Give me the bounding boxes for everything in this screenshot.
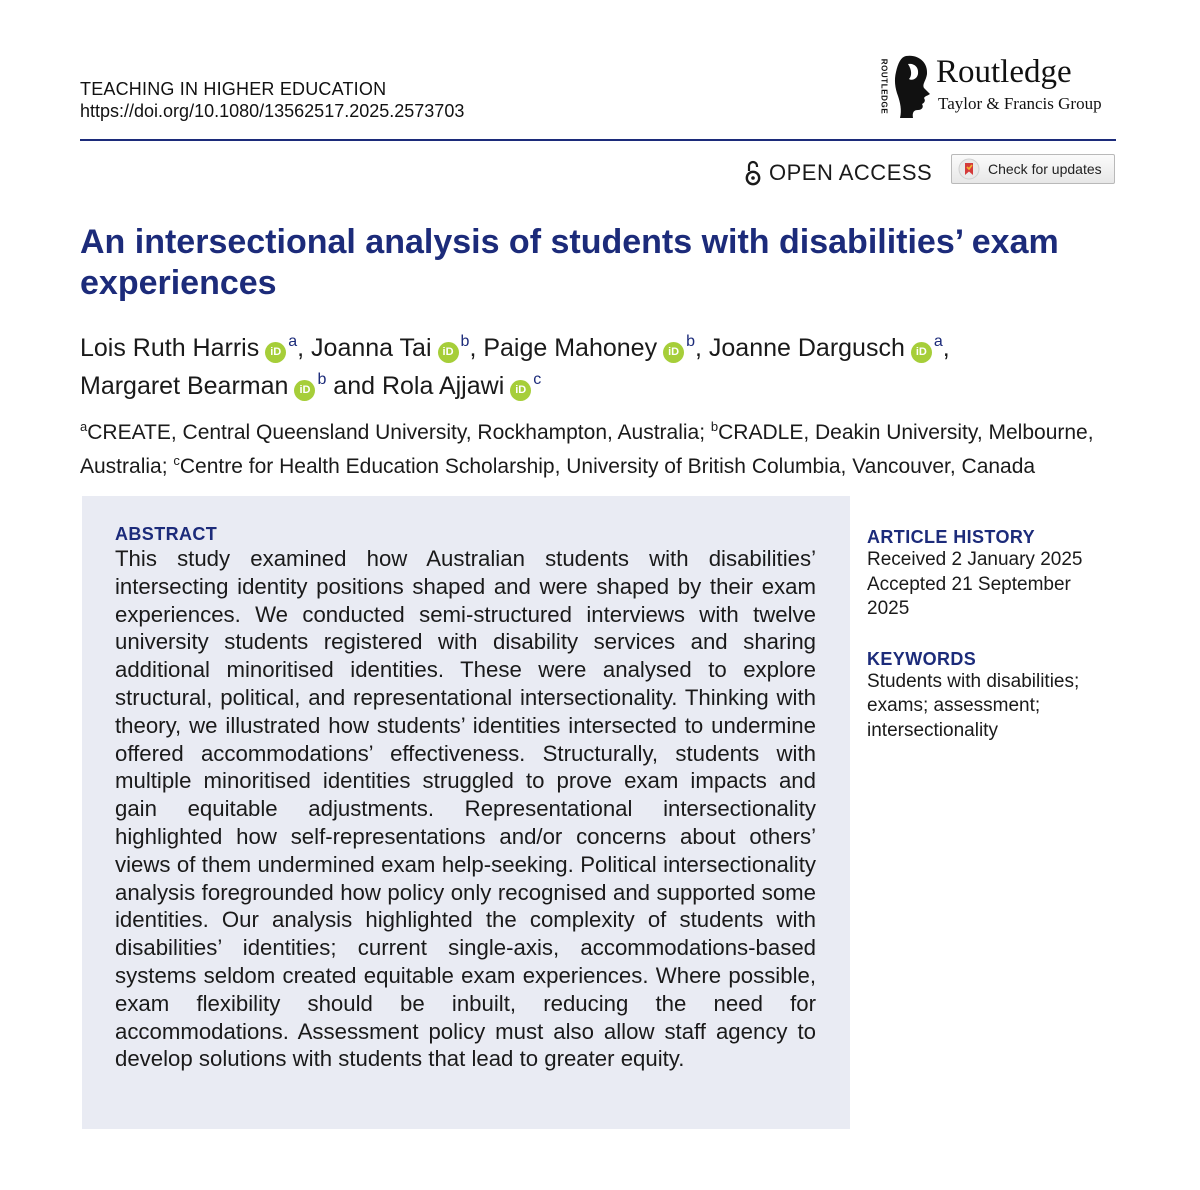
keywords-text: Students with disabilities; exams; assessment; intersectionality	[867, 670, 1080, 741]
keywords-block	[867, 648, 1107, 744]
publisher-group: Taylor & Francis Group	[938, 94, 1102, 113]
affiliation-marker: c	[533, 371, 542, 388]
open-access-label: OPEN ACCESS	[769, 160, 933, 185]
abstract-heading: ABSTRACT	[115, 524, 218, 544]
check-for-updates-label: Check for updates	[988, 161, 1102, 177]
article-history-heading: ARTICLE HISTORY	[867, 527, 1036, 547]
orcid-icon[interactable]: iD	[911, 342, 932, 363]
affiliation-mark: c	[173, 453, 180, 468]
crossmark-icon	[958, 158, 980, 180]
affiliation-mark: a	[80, 419, 88, 434]
orcid-icon[interactable]: iD	[663, 342, 684, 363]
author-list	[80, 326, 1120, 402]
affiliation-text: CREATE, Central Queensland University, Rockhampton, Australia;	[87, 421, 706, 444]
author-separator: ,	[942, 334, 950, 362]
open-lock-icon	[745, 160, 761, 186]
affiliation-text: CRADLE, Deakin University, Melbourne, Australia;	[80, 421, 1094, 478]
publisher-name: Routledge	[936, 54, 1072, 90]
abstract-text: This study examined how Australian students with disabilities’ intersecting identity positions shaped and were shaped by their exam experiences. We conducted semi-structured interviews with twelve university students registered with disability services and sharing additional minoritised identities. These were analysed to explore structural, political, and representational intersectionality. Thinking with theory, we illustrated how students’ identities intersected to undermine offered accommodations’ effectiveness. Structurally, students with multiple minoritised identities struggled to prove exam impacts and gain equitable adjustments. Representational intersectionality highlighted how self-representations and/or concerns about others’ views of them undermined exam help-seeking. Political intersectionality analysis foregrounded how policy only recognised and supported some identities. Our analysis highlighted the complexity of students with disabilities’ identities; current single-axis, accommodations-based systems seldom created equitable exam experiences. Where possible, exam flexibility should be inbuilt, reducing the need for accommodations. Assessment policy must also allow staff agency to develop solutions with students that lead to greater equity.	[115, 546, 816, 1072]
author-name[interactable]: Lois Ruth Harris	[80, 334, 260, 362]
orcid-icon[interactable]: iD	[438, 342, 459, 363]
received-date: Received 2 January 2025	[867, 549, 1083, 570]
affiliation-marker: b	[317, 371, 327, 388]
author-separator: ,	[694, 334, 702, 362]
open-access-badge	[745, 160, 932, 186]
article-title: An intersectional analysis of students with disabilities’ exam experiences	[80, 223, 1059, 302]
header-rule	[80, 139, 1116, 141]
journal-header	[80, 78, 464, 122]
publisher-logo	[872, 50, 1122, 122]
orcid-icon[interactable]: iD	[294, 380, 315, 401]
author-name[interactable]: Rola Ajjawi	[381, 372, 505, 400]
affiliation-marker: b	[460, 333, 470, 350]
author-separator: ,	[297, 334, 305, 362]
author-name[interactable]: Margaret Bearman	[80, 372, 289, 400]
author-name[interactable]: Joanna Tai	[311, 334, 432, 362]
article-sidebar	[867, 526, 1107, 743]
author-name[interactable]: Joanne Dargusch	[708, 334, 905, 362]
journal-name: TEACHING IN HIGHER EDUCATION	[80, 79, 387, 99]
abstract-box	[82, 496, 850, 1129]
author-separator: and	[326, 372, 376, 400]
author-name[interactable]: Paige Mahoney	[483, 334, 658, 362]
orcid-icon[interactable]: iD	[510, 380, 531, 401]
routledge-head-icon	[892, 54, 936, 120]
affiliation-marker: b	[686, 333, 695, 350]
keywords-heading: KEYWORDS	[867, 648, 977, 669]
affiliation-text: Centre for Health Education Scholarship, University of British Columbia, Vancouver, Canada	[179, 455, 1036, 478]
check-for-updates-button[interactable]	[951, 154, 1115, 184]
affiliation-mark: b	[710, 419, 719, 434]
accepted-date: Accepted 21 September 2025	[867, 573, 1071, 619]
affiliation-marker: a	[288, 333, 298, 350]
affiliations	[80, 413, 1120, 481]
author-separator: ,	[469, 334, 477, 362]
affiliation-marker: a	[933, 333, 943, 350]
orcid-icon[interactable]: iD	[265, 342, 286, 363]
doi-link[interactable]: https://doi.org/10.1080/13562517.2025.2573703	[80, 101, 465, 121]
publisher-side-label: ROUTLEDGE	[879, 58, 889, 115]
